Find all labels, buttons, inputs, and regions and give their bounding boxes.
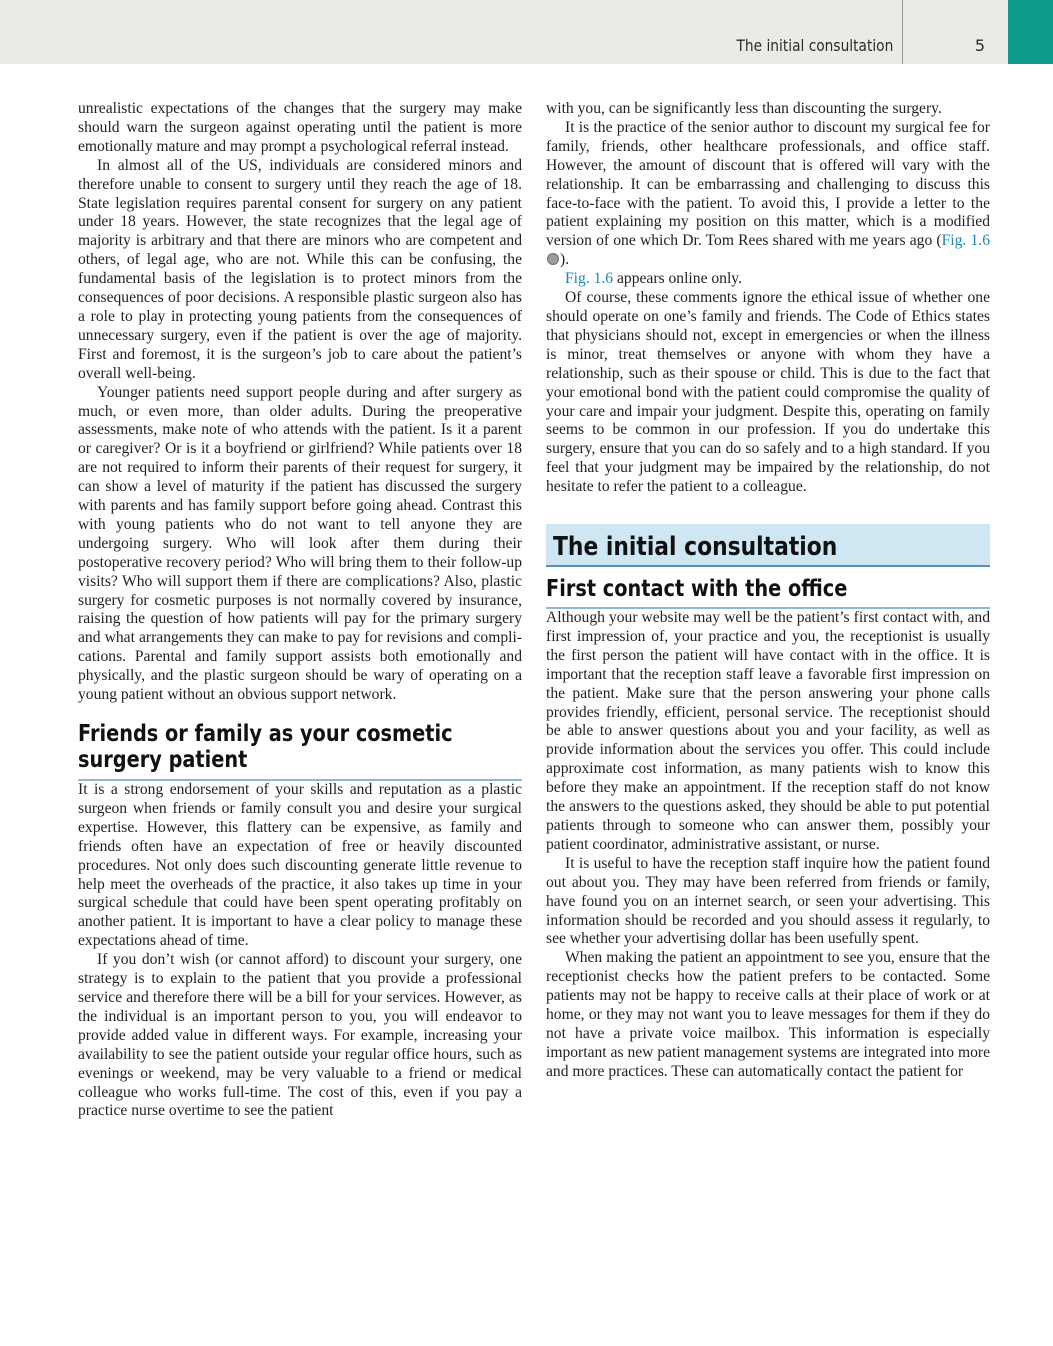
running-header <box>0 0 1053 64</box>
page-number: 5 <box>974 36 986 55</box>
right-column <box>546 100 990 1082</box>
left-column <box>78 100 522 1121</box>
paragraph <box>546 119 990 270</box>
heading-line: surgery patient <box>78 747 248 773</box>
paragraph: Of course, these comments ignore the ethical issue of whether one should operate on one’s family and friends. The Code of Ethics states that physicians should not, except in emergencies or when the illness is minor, treat themselves or anyone with whom they have a relationship, such as their spouse or child. This is due to the fact that your emotional bond with the patient could compromise the quality of your care and impair your judgment. Despite this, operating on family seems to be common in our profession. If you do undertake this surgery, ensure that you can do so safely and to a high standard. If you feel that your judgment may be impaired by the relationship, do not hesitate to refer the patient to a colleague. <box>546 289 990 496</box>
subheading-wrap <box>546 576 990 607</box>
paragraph: unrealistic expectations of the changes that the surgery may make should warn the surgeon against operating until the patient is more emotionally mature and may prompt a psychological referral instead. <box>78 100 522 155</box>
header-divider <box>902 0 903 64</box>
paragraph <box>546 270 990 289</box>
figure-link[interactable]: Fig. 1.6 <box>565 270 614 288</box>
section-heading-friends-family <box>78 721 522 779</box>
running-title: The initial consultation <box>736 36 893 55</box>
paragraph: If you don’t wish (or cannot afford) to discount your surgery, one strategy is to explain to the patient that you provide a professional service and therefore there will be a bill for your services. However, as the individual is an important person to you, you will endeavor to provide added value in different ways. For example, increasing your availability to see the patient outside your regular office hours, such as evenings or weekend, may be very valuable to a friend or medical colleague who works full-time. The cost of this, even if you pay a practice nurse overtime to see the patient <box>78 951 522 1120</box>
heading-line: Friends or family as your cosmetic <box>78 721 453 747</box>
paragraph-text: appears online only. <box>613 270 742 288</box>
paragraph: It is a strong endorsement of your skills and reputation as a plastic surgeon when friends or family consult you and desire your surgical expertise. However, this flattery can be expensive, as family and friends often have an expectation of free or heavily discounted procedures. Not only does such discounting generate little revenue to help meet the overheads of the practice, it also takes up time in your surgical schedule that could have been spent operating profitably on another patient. It is important to have a clear policy to manage these expectations ahead of time. <box>78 781 522 950</box>
chapter-tab <box>1008 0 1053 64</box>
paragraph: In almost all of the US, individuals are considered minors and therefore unable to consent to surgery until they reach the age of 18. State legislation requires parental consent for surgery on any patient under 18 years. However, the state recognizes that the legal age of majority is arbitrary and that there are minors who are competent and others, of legal age, who are not. While this can be confusing, the fundamental basis of the legislation is to protect minors from the consequences of poor decisions. A responsible plastic surgeon also has a role to play in protecting young patients from the consequences of unnecessary surgery, even if the patient is over the age of majority. First and foremost, it is the surgeon’s job to care about the patient’s overall well-being. <box>78 156 522 382</box>
paragraph: When making the patient an appointment to see you, ensure that the receptionist checks how the patient prefers to be contacted. Some patients may not be happy to receive calls at their place of work or at home, or they may not want you to leave messages for them if they do not have a private voice mailbox. This information is especially important as new patient management systems are integrated into more and more practices. These can automatically contact the patient for <box>546 949 990 1080</box>
section-banner <box>546 524 990 567</box>
paragraph: Although your website may well be the patient’s first contact with, and first impression of, your practice and you, the receptionist is usually the first person the patient will have contact with in the office. It is important that the reception staff leave a favorable first impression on the patient. Make sure that the person answering your phone calls provides friendly, efficient, personal service. The receptionist should be able to answer questions about you and your facility, as well as provide information about the services you offer. This could include approximate cost information, as many patients wish to know this before they make an appointment. If the reception staff do not know the answers to the questions asked, they should be able to put potential patients through to someone who can answer them, possibly your patient coordinator, administrative assistant, or nurse. <box>546 609 990 853</box>
section-heading: The initial consultation <box>553 532 838 563</box>
paragraph: with you, can be significantly less than discounting the surgery. <box>546 100 942 117</box>
paren: ). <box>560 251 570 269</box>
paragraph-text: It is the practice of the senior author to discount my surgical fee for family, friends, other healthcare professionals, and office staff. However, the amount of discount that is offered will vary with the relationship. It can be embarrassing and challenging to discuss this face-to-face with the patient. To avoid this, I provide a letter to the patient explaining my position on this matter, which is a modified version of one which Dr. Tom Rees shared with me years ago <box>546 118 990 250</box>
paragraph: It is useful to have the reception staff inquire how the patient found out about you. They may have been referred from friends or family, have found you on an internet search, or seen your advertising. This information should be recorded and you should assess it regularly, to see whether your advertising dollar has been usefully spent. <box>546 854 990 948</box>
subheading-first-contact: First contact with the office <box>546 576 848 603</box>
paren: ( <box>932 232 942 250</box>
paragraph: Younger patients need support people during and after surgery as much, or even more, than older adults. During the preoperative assessments, make note of who attends with the patient. Is it a parent or caregiver? Or is it a boyfriend or girlfriend? While patients over 18 are not required to inform their parents of their request for surgery, it can show a level of maturity if the patient has discussed the surgery with parents and has family support before going ahead. Contrast this with young patients who do not want to tell anyone they are undergoing surgery. Who will look after them during their postoperative recovery period? Who will bring them to their follow-up visits? Who will support them if there are complications? Also, plastic surgery for cosmetic purposes is not normally covered by insurance, raising the question of how patients will pay for the primary surgery and what arrangements they can make to pay for revisions and complications. Parental and family support assists both emotionally and physically, and the plastic surgeon should be wary of operating on a young patient without an obvious support network. <box>78 383 522 704</box>
online-content-icon[interactable] <box>547 253 559 265</box>
figure-link[interactable]: Fig. 1.6 <box>941 232 990 250</box>
